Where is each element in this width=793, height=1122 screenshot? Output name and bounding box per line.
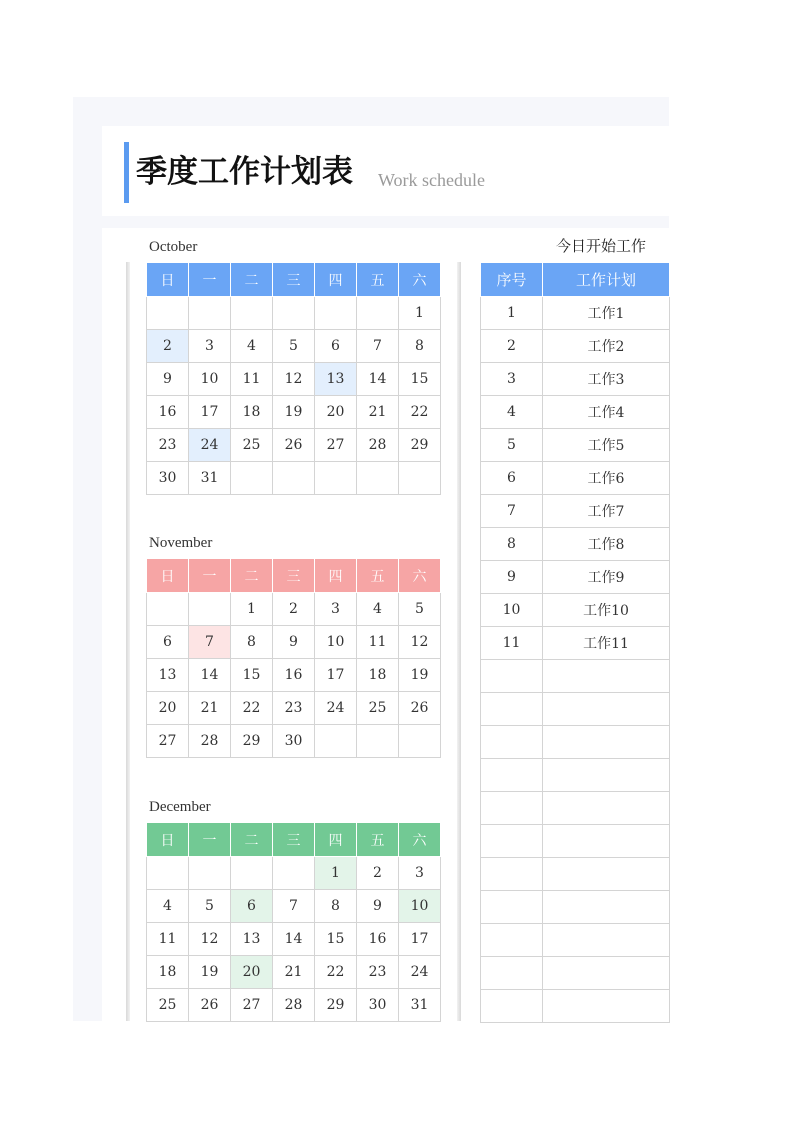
calendar-week-row [147,429,441,462]
task-index-cell[interactable] [481,660,543,693]
calendar-day[interactable]: 3 [399,857,441,890]
weekday-header: 一 [189,823,231,857]
task-plan-cell[interactable]: 工作1 [543,297,670,330]
weekday-header: 二 [231,263,273,297]
month-label-december: December [149,799,211,815]
calendar-empty-cell [315,725,357,758]
calendar-day[interactable]: 21 [189,692,231,725]
calendar-week-row [147,396,441,429]
task-plan-cell[interactable]: 工作4 [543,396,670,429]
weekday-header: 二 [231,559,273,593]
task-row [481,462,670,495]
calendar-day[interactable]: 21 [357,396,399,429]
task-row [481,792,670,825]
calendar-empty-cell [189,593,231,626]
calendar-day[interactable]: 4 [231,330,273,363]
task-plan-cell[interactable] [543,792,670,825]
calendar-week-row [147,725,441,758]
page-subtitle: Work schedule [378,170,486,190]
calendar-day[interactable]: 24 [189,429,231,462]
calendar-day[interactable]: 16 [147,396,189,429]
task-plan-cell[interactable]: 工作2 [543,330,670,363]
weekday-header: 日 [147,263,189,297]
calendar-day[interactable]: 25 [231,429,273,462]
task-index-cell[interactable] [481,759,543,792]
calendar-day[interactable]: 27 [147,725,189,758]
task-plan-cell[interactable]: 工作7 [543,495,670,528]
task-index-cell[interactable] [481,792,543,825]
calendar-day[interactable]: 16 [273,659,315,692]
weekday-header: 日 [147,559,189,593]
weekday-header-row [147,263,441,297]
task-table-body [481,297,670,1023]
task-index-cell[interactable]: 6 [481,462,543,495]
task-row [481,528,670,561]
calendar-day[interactable]: 31 [189,462,231,495]
weekday-header: 一 [189,559,231,593]
calendar-empty-cell [399,725,441,758]
task-row [481,825,670,858]
calendar-day[interactable]: 24 [399,956,441,989]
calendar-empty-cell [147,593,189,626]
calendar-week-row [147,330,441,363]
task-index-cell[interactable] [481,693,543,726]
calendar-day[interactable]: 30 [147,462,189,495]
calendar-day[interactable]: 2 [357,857,399,890]
calendar-day[interactable]: 2 [273,593,315,626]
task-index-cell[interactable]: 5 [481,429,543,462]
calendar-week-row [147,297,441,330]
calendar-day[interactable]: 11 [231,363,273,396]
calendar-day[interactable]: 14 [189,659,231,692]
calendar-empty-cell [147,857,189,890]
calendar-day[interactable]: 17 [399,923,441,956]
task-header-plan: 工作计划 [543,263,670,297]
task-plan-cell[interactable] [543,825,670,858]
calendar-day[interactable]: 12 [189,923,231,956]
calendar-day[interactable]: 28 [189,725,231,758]
calendar-week-row [147,659,441,692]
calendar-day[interactable]: 10 [189,363,231,396]
calendar-day[interactable]: 6 [231,890,273,923]
weekday-header: 三 [273,263,315,297]
calendar-empty-cell [147,297,189,330]
task-plan-cell[interactable]: 工作9 [543,561,670,594]
task-row [481,924,670,957]
task-plan-cell[interactable] [543,660,670,693]
calendar-week-row [147,923,441,956]
calendar-day[interactable]: 4 [147,890,189,923]
weekday-header: 四 [315,823,357,857]
calendar-empty-cell [399,462,441,495]
calendar-empty-cell [357,297,399,330]
calendar-day[interactable]: 28 [273,989,315,1022]
calendar-empty-cell [273,297,315,330]
calendar-day[interactable]: 5 [399,593,441,626]
calendar-day[interactable]: 7 [357,330,399,363]
calendar-december [146,822,441,1022]
task-plan-cell[interactable] [543,726,670,759]
calendar-empty-cell [231,297,273,330]
calendar-october [146,262,441,495]
weekday-header: 五 [357,559,399,593]
calendar-day[interactable]: 14 [273,923,315,956]
calendar-empty-cell [273,857,315,890]
calendar-day[interactable]: 24 [315,692,357,725]
weekday-header: 四 [315,263,357,297]
task-plan-cell[interactable] [543,891,670,924]
task-index-cell[interactable] [481,924,543,957]
task-plan-cell[interactable]: 工作6 [543,462,670,495]
task-table-header-row [481,263,670,297]
calendar-day[interactable]: 6 [315,330,357,363]
weekday-header-row [147,559,441,593]
weekday-header: 六 [399,823,441,857]
task-index-cell[interactable]: 7 [481,495,543,528]
calendar-day[interactable]: 19 [399,659,441,692]
calendar-day[interactable]: 11 [357,626,399,659]
task-index-cell[interactable] [481,891,543,924]
calendar-day[interactable]: 10 [315,626,357,659]
calendar-empty-cell [273,462,315,495]
calendar-day[interactable]: 21 [273,956,315,989]
calendar-day[interactable]: 27 [315,429,357,462]
task-plan-cell[interactable] [543,924,670,957]
calendar-empty-cell [231,857,273,890]
calendar-day[interactable]: 5 [189,890,231,923]
calendar-day[interactable]: 20 [147,692,189,725]
task-row [481,429,670,462]
month-label-november: November [149,535,213,551]
weekday-header-row [147,823,441,857]
calendar-day[interactable]: 19 [189,956,231,989]
calendar-day[interactable]: 22 [231,692,273,725]
task-row [481,330,670,363]
calendar-day[interactable]: 18 [231,396,273,429]
calendar-day[interactable]: 27 [231,989,273,1022]
task-plan-cell[interactable] [543,858,670,891]
tasks-caption: 今日开始工作 [556,237,647,255]
calendar-day[interactable]: 25 [357,692,399,725]
weekday-header: 五 [357,263,399,297]
calendar-day[interactable]: 22 [399,396,441,429]
calendar-day[interactable]: 12 [273,363,315,396]
calendar-day[interactable]: 6 [147,626,189,659]
task-plan-cell[interactable]: 工作10 [543,594,670,627]
calendar-day[interactable]: 30 [357,989,399,1022]
calendar-day[interactable]: 26 [273,429,315,462]
calendar-day[interactable]: 29 [315,989,357,1022]
calendar-day[interactable]: 19 [273,396,315,429]
task-row [481,495,670,528]
calendar-day[interactable]: 8 [315,890,357,923]
task-index-cell[interactable]: 8 [481,528,543,561]
calendar-week-row [147,462,441,495]
task-row [481,363,670,396]
calendar-day[interactable]: 25 [147,989,189,1022]
calendar-day[interactable]: 11 [147,923,189,956]
calendar-week-row [147,593,441,626]
task-row [481,858,670,891]
weekday-header: 六 [399,263,441,297]
calendar-day[interactable]: 15 [399,363,441,396]
task-row [481,594,670,627]
calendar-week-row [147,692,441,725]
task-plan-cell[interactable]: 工作8 [543,528,670,561]
calendar-day[interactable]: 8 [231,626,273,659]
task-index-cell[interactable]: 1 [481,297,543,330]
calendar-day[interactable]: 1 [231,593,273,626]
calendar-day[interactable]: 12 [399,626,441,659]
calendar-day[interactable]: 23 [357,956,399,989]
calendar-day[interactable]: 9 [273,626,315,659]
task-row [481,627,670,660]
weekday-header: 四 [315,559,357,593]
task-index-cell[interactable] [481,726,543,759]
weekday-header: 六 [399,559,441,593]
calendar-day[interactable]: 26 [189,989,231,1022]
calendar-day[interactable]: 4 [357,593,399,626]
calendar-week-row [147,363,441,396]
task-header-index: 序号 [481,263,543,297]
calendar-day[interactable]: 23 [147,429,189,462]
task-row [481,693,670,726]
calendar-day[interactable]: 9 [147,363,189,396]
calendar-day[interactable]: 13 [315,363,357,396]
task-row [481,297,670,330]
task-index-cell[interactable] [481,990,543,1023]
task-plan-cell[interactable]: 工作5 [543,429,670,462]
task-plan-cell[interactable] [543,759,670,792]
month-label-october: October [149,239,198,255]
calendar-day[interactable]: 5 [273,330,315,363]
task-row [481,660,670,693]
calendar-day[interactable]: 1 [315,857,357,890]
calendar-day[interactable]: 7 [189,626,231,659]
calendar-day[interactable]: 15 [315,923,357,956]
page-title: 季度工作计划表 [136,154,353,190]
calendar-shadow-right [457,262,461,1021]
calendar-empty-cell [189,297,231,330]
calendar-day[interactable]: 17 [315,659,357,692]
weekday-header: 一 [189,263,231,297]
task-row [481,990,670,1023]
calendar-empty-cell [357,725,399,758]
calendar-day[interactable]: 31 [399,989,441,1022]
calendar-day[interactable]: 7 [273,890,315,923]
task-index-cell[interactable]: 4 [481,396,543,429]
calendar-week-row [147,956,441,989]
calendar-day[interactable]: 13 [147,659,189,692]
task-index-cell[interactable]: 10 [481,594,543,627]
weekday-header: 二 [231,823,273,857]
calendar-day[interactable]: 22 [315,956,357,989]
calendar-day[interactable]: 29 [231,725,273,758]
task-row [481,726,670,759]
calendar-day[interactable]: 26 [399,692,441,725]
task-plan-cell[interactable] [543,990,670,1023]
weekday-header: 三 [273,559,315,593]
task-index-cell[interactable]: 9 [481,561,543,594]
calendar-empty-cell [231,462,273,495]
weekday-header: 五 [357,823,399,857]
calendar-day[interactable]: 3 [315,593,357,626]
calendar-empty-cell [189,857,231,890]
calendar-day[interactable]: 1 [399,297,441,330]
calendar-day[interactable]: 14 [357,363,399,396]
calendar-day[interactable]: 9 [357,890,399,923]
task-index-cell[interactable]: 3 [481,363,543,396]
calendar-week-row [147,857,441,890]
task-index-cell[interactable] [481,858,543,891]
task-plan-cell[interactable]: 工作11 [543,627,670,660]
calendar-day[interactable]: 20 [231,956,273,989]
weekday-header: 三 [273,823,315,857]
calendar-day[interactable]: 20 [315,396,357,429]
calendar-week-row [147,989,441,1022]
calendar-day[interactable]: 23 [273,692,315,725]
calendar-day[interactable]: 2 [147,330,189,363]
task-plan-cell[interactable] [543,957,670,990]
task-index-cell[interactable] [481,957,543,990]
calendar-shadow-left [126,262,130,1021]
task-plan-cell[interactable]: 工作3 [543,363,670,396]
calendar-week-row [147,890,441,923]
calendar-day[interactable]: 8 [399,330,441,363]
calendar-empty-cell [315,297,357,330]
task-row [481,957,670,990]
calendar-day[interactable]: 3 [189,330,231,363]
task-table [480,262,670,1023]
calendar-day[interactable]: 30 [273,725,315,758]
calendar-day[interactable]: 10 [399,890,441,923]
calendar-empty-cell [315,462,357,495]
calendar-day[interactable]: 17 [189,396,231,429]
calendar-day[interactable]: 28 [357,429,399,462]
task-index-cell[interactable]: 11 [481,627,543,660]
task-row [481,891,670,924]
task-plan-cell[interactable] [543,693,670,726]
task-index-cell[interactable] [481,825,543,858]
calendar-day[interactable]: 16 [357,923,399,956]
calendar-day[interactable]: 18 [147,956,189,989]
calendar-day[interactable]: 15 [231,659,273,692]
calendar-day[interactable]: 29 [399,429,441,462]
title-accent-bar [124,142,129,203]
weekday-header: 日 [147,823,189,857]
calendar-november [146,558,441,758]
task-index-cell[interactable]: 2 [481,330,543,363]
calendar-day[interactable]: 18 [357,659,399,692]
task-row [481,561,670,594]
task-row [481,759,670,792]
task-row [481,396,670,429]
calendar-week-row [147,626,441,659]
calendar-empty-cell [357,462,399,495]
calendar-day[interactable]: 13 [231,923,273,956]
